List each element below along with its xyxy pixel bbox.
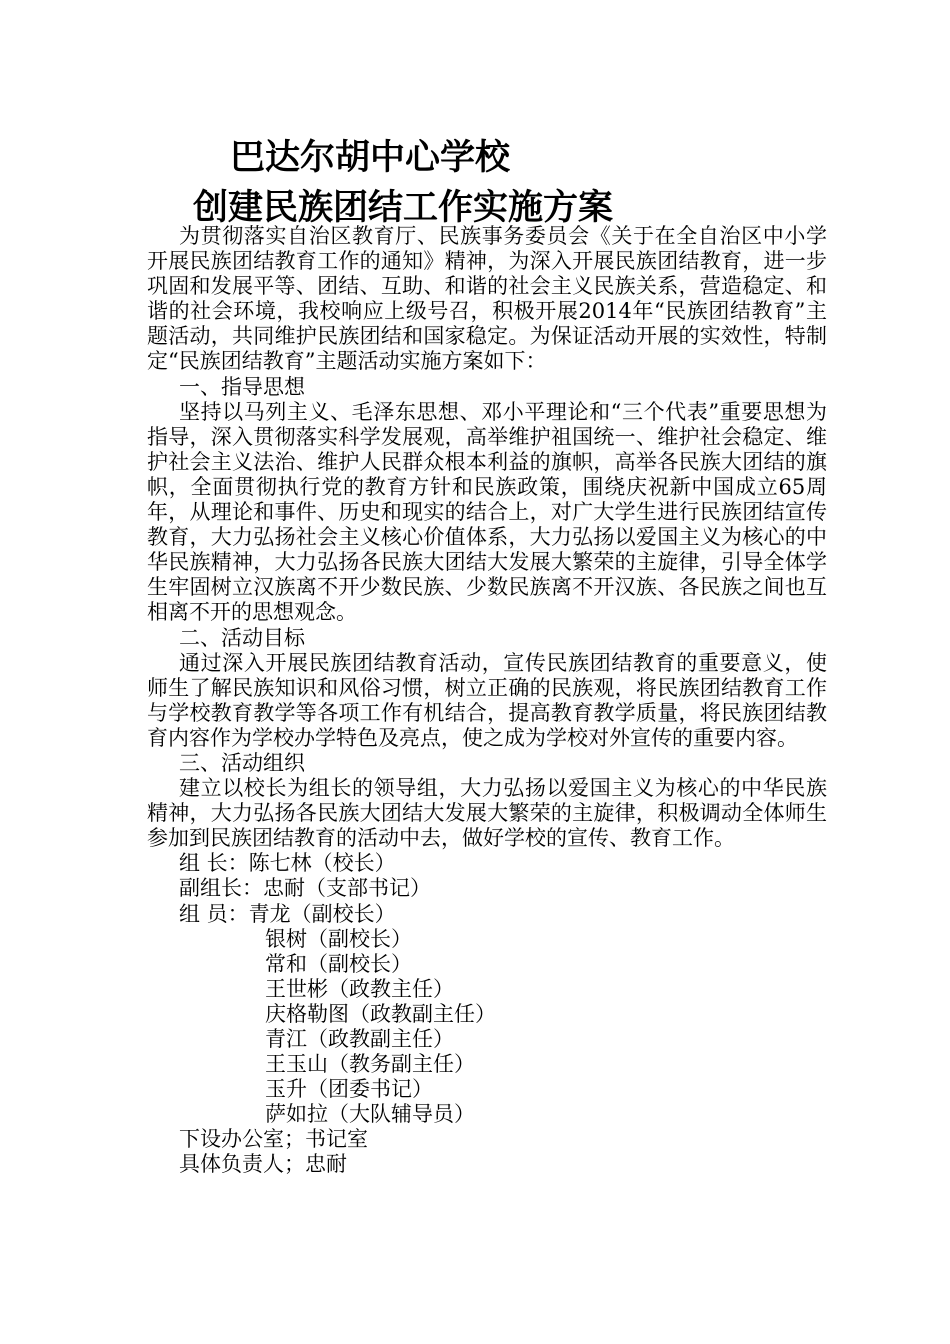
member-line: 庆格勒图（政教副主任） [265,1001,496,1026]
section-text-activity-goals: 通过深入开展民族团结教育活动，宣传民族团结教育的重要意义，使师生了解民族知识和风俗习惯，树立正确的民族观，将民族团结教育工作与学校教育教学等各项工作有机结合，提高教育教学质量，将民族团结教育内容作为学校办学特色及亮点，使之成为学校对外宣传的重要内容。 [147,650,827,750]
member-line: 王世彬（政教主任） [265,976,454,1001]
section-heading-guiding-ideology: 一、指导思想 [179,374,305,399]
office-line: 下设办公室；书记室 [179,1127,368,1152]
deputy-leader-line: 副组长：忠耐（支部书记） [179,876,431,901]
section-text-activity-organization: 建立以校长为组长的领导组，大力弘扬以爱国主义为核心的中华民族精神，大力弘扬各民族大团结大发展大繁荣的主旋律，积极调动全体师生参加到民族团结教育的活动中去，做好学校的宣传、教育工作。 [147,776,827,851]
member-line: 玉升（团委书记） [265,1077,433,1102]
intro-paragraph: 为贯彻落实自治区教育厅、民族事务委员会《关于在全自治区中小学开展民族团结教育工作的通知》精神，为深入开展民族团结教育，进一步巩固和发展平等、团结、互助、和谐的社会主义民族关系，营造稳定、和谐的社会环境，我校响应上级号召，积极开展2014年“民族团结教育”主题活动，共同维护民族团结和国家稳定。为保证活动开展的实效性，特制定“民族团结教育”主题活动实施方案如下： [147,224,827,374]
section-heading-activity-goals: 二、活动目标 [179,625,305,650]
member-line: 王玉山（教务副主任） [265,1052,475,1077]
member-line: 青江（政教副主任） [265,1027,454,1051]
member-line: 常和（副校长） [265,951,412,976]
responsible-person-line: 具体负责人；忠耐 [179,1152,347,1177]
section-heading-activity-organization: 三、活动组织 [179,750,305,775]
document-title-plan: 创建民族团结工作实施方案 [193,188,614,228]
member-line: 银树（副校长） [265,926,412,951]
document-body [147,224,827,1178]
group-leader-line: 组 长：陈七林（校长） [179,851,396,876]
members-label-line: 组 员：青龙（副校长） [179,901,396,926]
document-title-school: 巴达尔胡中心学校 [230,138,511,178]
section-text-guiding-ideology: 坚持以马列主义、毛泽东思想、邓小平理论和“三个代表”重要思想为指导，深入贯彻落实科学发展观，高举维护祖国统一、维护社会稳定、维护社会主义法治、维护人民群众根本利益的旗帜，高举各民族大团结的旗帜，全面贯彻执行党的教育方针和民族政策，围绕庆祝新中国成立65周年，从理论和事件、历史和现实的结合上，对广大学生进行民族团结宣传教育，大力弘扬社会主义核心价值体系，大力弘扬以爱国主义为核心的中华民族精神，大力弘扬各民族大团结大发展大繁荣的主旋律，引导全体学生牢固树立汉族离不开少数民族、少数民族离不开汉族、各民族之间也互相离不开的思想观念。 [147,399,827,625]
member-line: 萨如拉（大队辅导员） [265,1102,475,1127]
